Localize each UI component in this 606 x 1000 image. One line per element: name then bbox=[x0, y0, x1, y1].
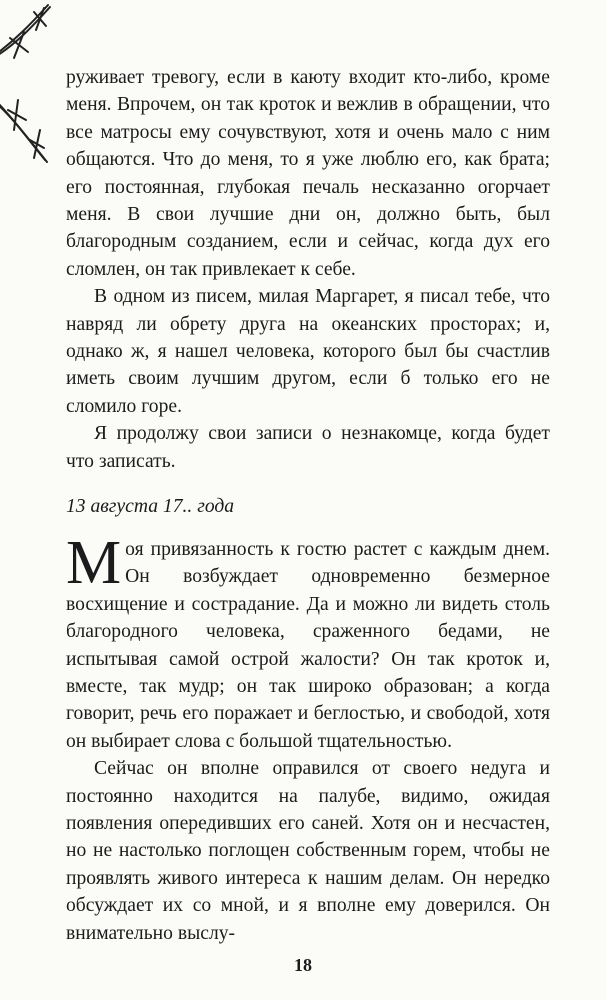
barbed-wire-ornament bbox=[0, 0, 70, 180]
paragraph: Сейчас он вполне оправился от своего недуга и постоянно находится на палубе, видимо, ожидая появления опередивших его саней. Хотя он и несчастен, но не настолько поглощен собственным горем, чтобы не проявлять живого интереса к нашим делам. Он нередко обсуждает их со мной, и я вполне ему доверился. Он внимательно выслу- bbox=[66, 758, 550, 944]
drop-cap: М bbox=[66, 529, 122, 597]
section-one bbox=[66, 64, 550, 475]
paragraph: руживает тревогу, если в каюту входит кто-либо, кроме меня. Впрочем, он так кроток и вежлив в обращении, что все матросы ему сочувствуют, хотя и очень мало с ним общаются. Что до меня, то я уже люблю его, как брата; его постоянная, глубокая печаль несказанно огорчает меня. В свои лучшие дни он, должно быть, был благородным созданием, если и сейчас, когда дух его сломлен, он так привлекает к себе. bbox=[66, 67, 550, 280]
paragraph: В одном из писем, милая Маргарет, я писал тебе, что навряд ли обрету друга на океанских просторах; и, однако ж, я нашел человека, которого был бы счастлив иметь своим лучшим другом, если б только его не сломило горе. bbox=[66, 286, 550, 417]
date-heading: 13 августа 17.. года bbox=[66, 496, 235, 517]
paragraph: Я продолжу свои записи о незнакомце, когда будет что записать. bbox=[66, 423, 550, 472]
paragraph bbox=[66, 529, 550, 755]
section-two bbox=[66, 529, 550, 947]
paragraph-text: оя привязанность к гостю растет с каждым днем. Он возбуждает одновременно безмерное восхищение и сострадание. Да и можно ли видеть столь благородного человека, сраженного бедами, не испытывая самой острой жалости? Он так кроток и, вместе, так мудр; он так широко образован; а когда говорит, речь его поражает и беглостью, и свободой, хотя он выбирает слова с большой тщательностью. bbox=[66, 539, 550, 752]
page-number: 18 bbox=[294, 955, 312, 975]
